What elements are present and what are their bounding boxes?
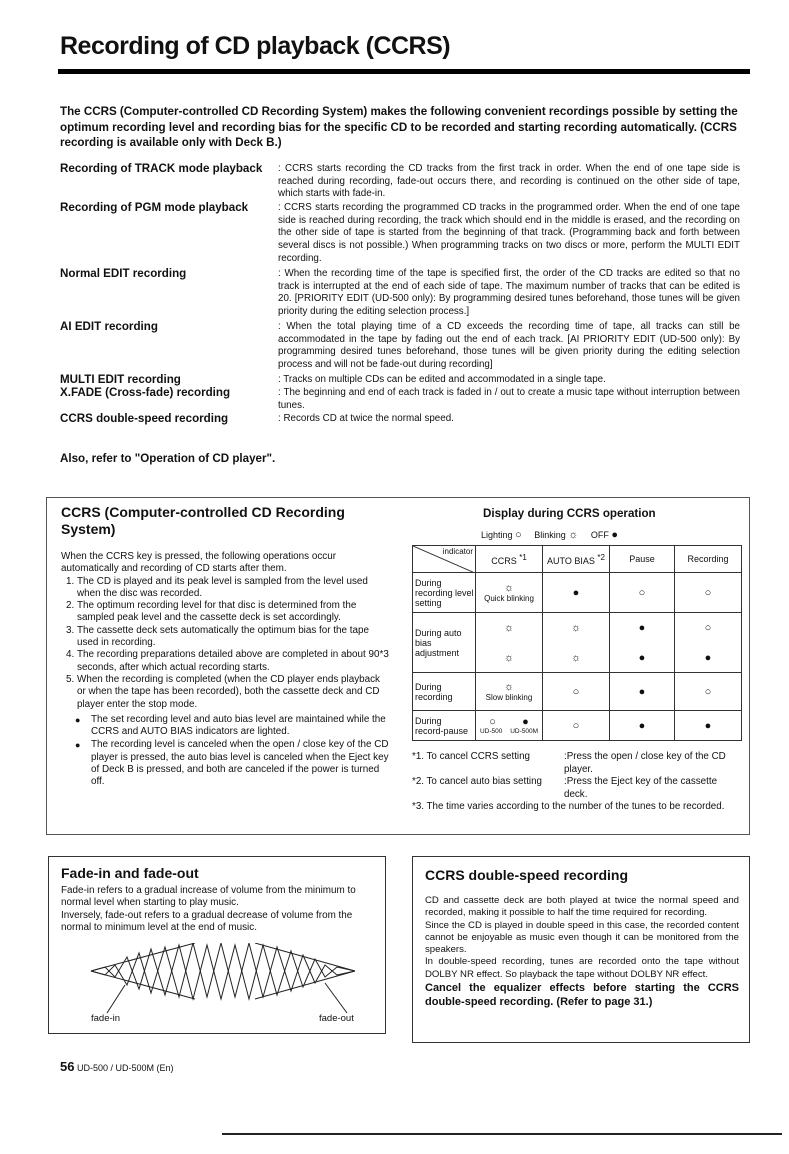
bottom-rule — [222, 1133, 782, 1135]
cell-pause: ● ● — [610, 613, 675, 673]
page-number: 56 — [60, 1059, 75, 1074]
double-body: CD and cassette deck are both played at twice the normal speed and recorded, making it possible to half the time required for recording. Since the CD is played in double speed in this case, the recorded content cannot be enjoyable as music even though it can be monitored from the speakers. In double-speed recording, tunes are recorded onto the tape without DOLBY NR effect. So playback the tape without DOLBY NR effect. Cancel the equalizer effects before starting the CCRS double-speed recording. (Refer to page 31.) — [425, 895, 739, 1009]
ccrs-bullet: ● The recording level is canceled when the open / close key of the CD player is pressed, the auto bias level is canceled when the Eject key of Deck B is pressed, and both are canceled if the power is turned off. — [91, 739, 391, 788]
cell-bias: ○ — [543, 711, 610, 741]
mode-desc: : CCRS starts recording the CD tracks from the first track in order. When the end of one tape side is reached during recording, fade-out occurs there, and recording is continued on the other side of tape, which starts with fade-in. — [278, 163, 740, 200]
mode-desc: : When the total playing time of a CD exceeds the recording time of tape, all tracks can still be accommodated in the tape by fading out the end of each track. [AI PRIORITY EDIT (UD-500 only): By programming desired tunes beforehand, those tunes will be given priority during the editing selection process and will not be fade-out during recording] — [278, 321, 740, 371]
mode-term: Recording of TRACK mode playback — [60, 162, 263, 175]
blink-symbol: ☼ — [568, 529, 579, 541]
row-record-pause: During record-pause — [413, 711, 476, 741]
mode-term: CCRS double-speed recording — [60, 412, 229, 425]
cell-recording: ● — [675, 711, 742, 741]
cell-ccrs: ☼ Slow blinking — [476, 673, 543, 711]
mode-desc: : CCRS starts recording the programmed CD tracks in the programmed order. When the end of one tape side is reached during recording, the track which should end in the middle is erased, and the recording on the other side of tape is started from the beginning of that track. (Programming back and forth between several discs is not possible.) When programming tracks on two discs or more, perform the MULTI EDIT recording. — [278, 202, 740, 264]
ccrs-step: 5. When the recording is completed (when the CD player ends playback or when the tape has been recorded), both the cassette deck and CD player enter the stop mode. — [77, 674, 391, 711]
intro-paragraph: The CCRS (Computer-controlled CD Recording System) makes the following convenient recordings possible by setting the optimum recording level and recording bias for the specific CD to be recorded and starting recording automatically. (CCRS recording is available only with Deck B.) — [60, 105, 738, 149]
double-warning: Cancel the equalizer effects before starting the CCRS double-speed recording. (Refer to page 31.) — [425, 982, 739, 1009]
note-3: *3. The time varies according to the number of the tunes to be recorded. — [412, 801, 725, 812]
ccrs-title: CCRS (Computer-controlled CD Recording System) — [61, 504, 345, 537]
double-speed-section — [412, 856, 750, 1043]
ccrs-step: 3. The cassette deck sets automatically the optimum bias for the tape used in recording. — [77, 625, 391, 650]
fade-waveform-diagram — [85, 943, 365, 1023]
ccrs-lead: When the CCRS key is pressed, the following operations occur automatically and recording of CD starts after them. — [61, 551, 336, 575]
ccrs-step: 1. The CD is played and its peak level is sampled from the level used when the disc was recorded. — [77, 576, 391, 601]
page-title: Recording of CD playback (CCRS) — [60, 32, 451, 60]
ccrs-bullet: ● The set recording level and auto bias level are maintained while the CCRS and AUTO BIAS indicators are lighted. — [91, 714, 391, 739]
corner-label: indicator — [442, 547, 473, 556]
display-notes — [412, 751, 738, 814]
display-title: Display during CCRS operation — [483, 507, 656, 520]
fade-title: Fade-in and fade-out — [61, 865, 199, 881]
mode-term: MULTI EDIT recording — [60, 373, 181, 386]
ccrs-body — [61, 551, 391, 790]
cell-bias: ○ — [543, 673, 610, 711]
cell-ccrs: ☼ Quick blinking — [476, 573, 543, 613]
fade-section — [48, 856, 386, 1034]
light-symbol: ○ — [515, 529, 522, 541]
col-recording: Recording — [675, 546, 742, 573]
mode-desc: : The beginning and end of each track is faded in / out to create a music tape without interruption between tunes. — [278, 387, 740, 411]
mode-desc: : When the recording time of the tape is specified first, the order of the CD tracks are edited so that no track is interrupted at the end of each side of tape. The maximum number of tracks that can be edited is 20. [PRIORITY EDIT (UD-500 only): By programming desired tunes beforehand, those tunes will be given priority during the editing selection process.] — [278, 268, 740, 318]
cell-recording: ○ — [675, 673, 742, 711]
mode-term: Normal EDIT recording — [60, 267, 187, 280]
fade-in-label: fade-in — [91, 1013, 121, 1024]
col-ccrs: CCRS $^{*1}$ — [476, 546, 543, 573]
corner-cell — [413, 546, 476, 573]
note-2: *2. To cancel auto bias setting :Press the Eject key of the cassette deck. — [412, 776, 718, 800]
col-auto-bias: AUTO BIAS $^{*2}$ — [543, 546, 610, 573]
row-level-setting: During recording level setting — [413, 573, 476, 613]
mode-desc: : Tracks on multiple CDs can be edited and accommodated in a single tape. — [278, 374, 606, 385]
title-rule — [58, 69, 750, 74]
cell-recording: ○ — [675, 573, 742, 613]
cell-ccrs: ○ ● UD-500 UD-500M — [476, 711, 543, 741]
ccrs-steps — [61, 576, 391, 711]
mode-term: Recording of PGM mode playback — [60, 201, 249, 214]
cell-bias: ● — [543, 573, 610, 613]
mode-term: X.FADE (Cross-fade) recording — [60, 386, 231, 399]
display-table — [412, 545, 742, 741]
cell-ccrs: ☼ ☼ — [476, 613, 543, 673]
off-symbol: ● — [611, 529, 619, 541]
row-auto-bias: During auto bias adjustment — [413, 613, 476, 673]
cell-pause: ● — [610, 673, 675, 711]
fade-out-label: fade-out — [319, 1013, 354, 1024]
double-title: CCRS double-speed recording — [425, 867, 629, 883]
legend-blinking: Blinking — [534, 530, 566, 540]
mode-term: AI EDIT recording — [60, 320, 158, 333]
model-label: UD-500 / UD-500M (En) — [76, 1063, 174, 1073]
legend-off: OFF — [590, 530, 609, 540]
cell-pause: ○ — [610, 573, 675, 613]
cell-bias: ☼ ☼ — [543, 613, 610, 673]
cell-pause: ● — [610, 711, 675, 741]
also-refer: Also, refer to "Operation of CD player". — [60, 452, 276, 465]
col-pause: Pause — [610, 546, 675, 573]
ccrs-bullets — [61, 714, 391, 789]
legend-lighting: Lighting — [481, 530, 513, 540]
ccrs-step: 4. The recording preparations detailed above are completed in about 90*3 seconds, after which actual recording starts. — [77, 649, 391, 674]
display-legend — [481, 529, 618, 541]
mode-desc: : Records CD at twice the normal speed. — [278, 413, 454, 424]
ccrs-step: 2. The optimum recording level for that disc is determined from the sampled peak level and the cassette deck is set accordingly. — [77, 600, 391, 625]
row-recording: During recording — [413, 673, 476, 711]
page-footer — [60, 1059, 174, 1074]
cell-recording: ○ ● — [675, 613, 742, 673]
fade-body: Fade-in refers to a gradual increase of volume from the minimum to normal level when starting to play music. Inversely, fade-out refers to a gradual decrease of volume from the normal to minimum level at the end of music. — [61, 885, 356, 933]
note-1: *1. To cancel CCRS setting :Press the open / close key of the CD player. — [412, 751, 726, 775]
